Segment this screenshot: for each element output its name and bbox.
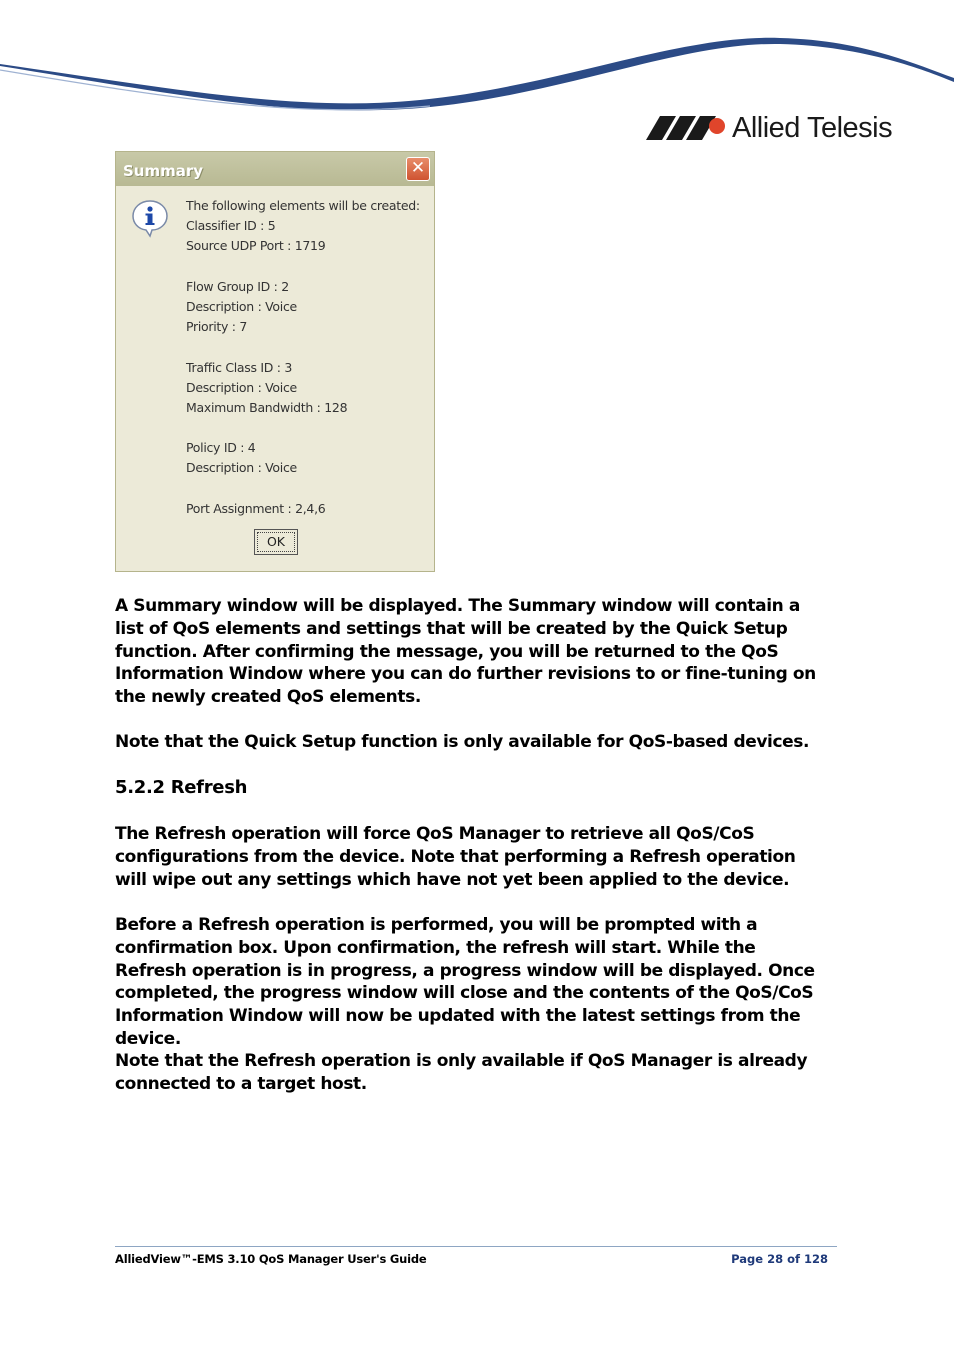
- dialog-line: Source UDP Port : 1719: [186, 238, 326, 254]
- dialog-line: Traffic Class ID : 3: [186, 359, 292, 375]
- paragraph-summary: A Summary window will be displayed. The Summary window will contain a list of QoS elements and settings that will be created by the Quick Setup function. After confirming the message, you will be returned to the QoS Information Window where you can do further revisions to or fine-tuning on the newly created QoS elements.: [115, 596, 816, 708]
- dialog-message: [186, 196, 420, 519]
- footer-divider: [115, 1246, 837, 1247]
- info-icon: [130, 198, 170, 238]
- dialog-line: Policy ID : 4: [186, 440, 256, 456]
- allied-telesis-logo: [646, 108, 892, 148]
- paragraph-quick-setup-note: Note that the Quick Setup function is only available for QoS-based devices.: [115, 732, 810, 752]
- dialog-line: Maximum Bandwidth : 128: [186, 399, 348, 415]
- paragraph-refresh: The Refresh operation will force QoS Manager to retrieve all QoS/CoS configurations from the device. Note that performing a Refresh operation will wipe out any settings which have not yet been applied to the device.: [115, 824, 796, 890]
- dialog-line: Classifier ID : 5: [186, 218, 276, 234]
- logo-mark-icon: [646, 114, 726, 142]
- dialog-line: [186, 257, 420, 277]
- paragraph-refresh-note: Note that the Refresh operation is only available if QoS Manager is already connected to a target host.: [115, 1051, 808, 1094]
- logo-text: Allied Telesis: [732, 111, 893, 144]
- dialog-line: Flow Group ID : 2: [186, 278, 289, 294]
- footer-document-title: AlliedView™-EMS 3.10 QoS Manager User's Guide: [115, 1252, 427, 1266]
- summary-dialog: [115, 151, 435, 572]
- dialog-line: Description : Voice: [186, 460, 297, 476]
- close-icon: ✕: [410, 158, 426, 178]
- dialog-line: The following elements will be created:: [186, 198, 420, 213]
- footer-page-number: Page 28 of 128: [731, 1252, 828, 1266]
- paragraph-refresh-confirmation: Before a Refresh operation is performed, you will be prompted with a confirmation box. Upon confirmation, the refresh will start. While the Refresh operation is in progress, a progress window will be displayed. Once completed, the progress window will close and the contents of the QoS/CoS Information Window will now be updated with the latest settings from the device.: [115, 915, 815, 1049]
- dialog-line: [186, 418, 420, 438]
- dialog-line: Port Assignment : 2,4,6: [186, 500, 326, 516]
- dialog-line: Description : Voice: [186, 379, 297, 395]
- section-heading: 5.2.2 Refresh: [115, 777, 248, 798]
- ok-button[interactable]: [254, 529, 298, 555]
- ok-button-label: OK: [257, 532, 295, 552]
- dialog-line: [186, 479, 420, 499]
- dialog-line: Priority : 7: [186, 319, 247, 335]
- close-button[interactable]: [406, 157, 430, 181]
- dialog-titlebar[interactable]: [116, 152, 434, 186]
- dialog-line: Description : Voice: [186, 298, 297, 314]
- dialog-title: Summary: [123, 162, 204, 180]
- dialog-line: [186, 337, 420, 357]
